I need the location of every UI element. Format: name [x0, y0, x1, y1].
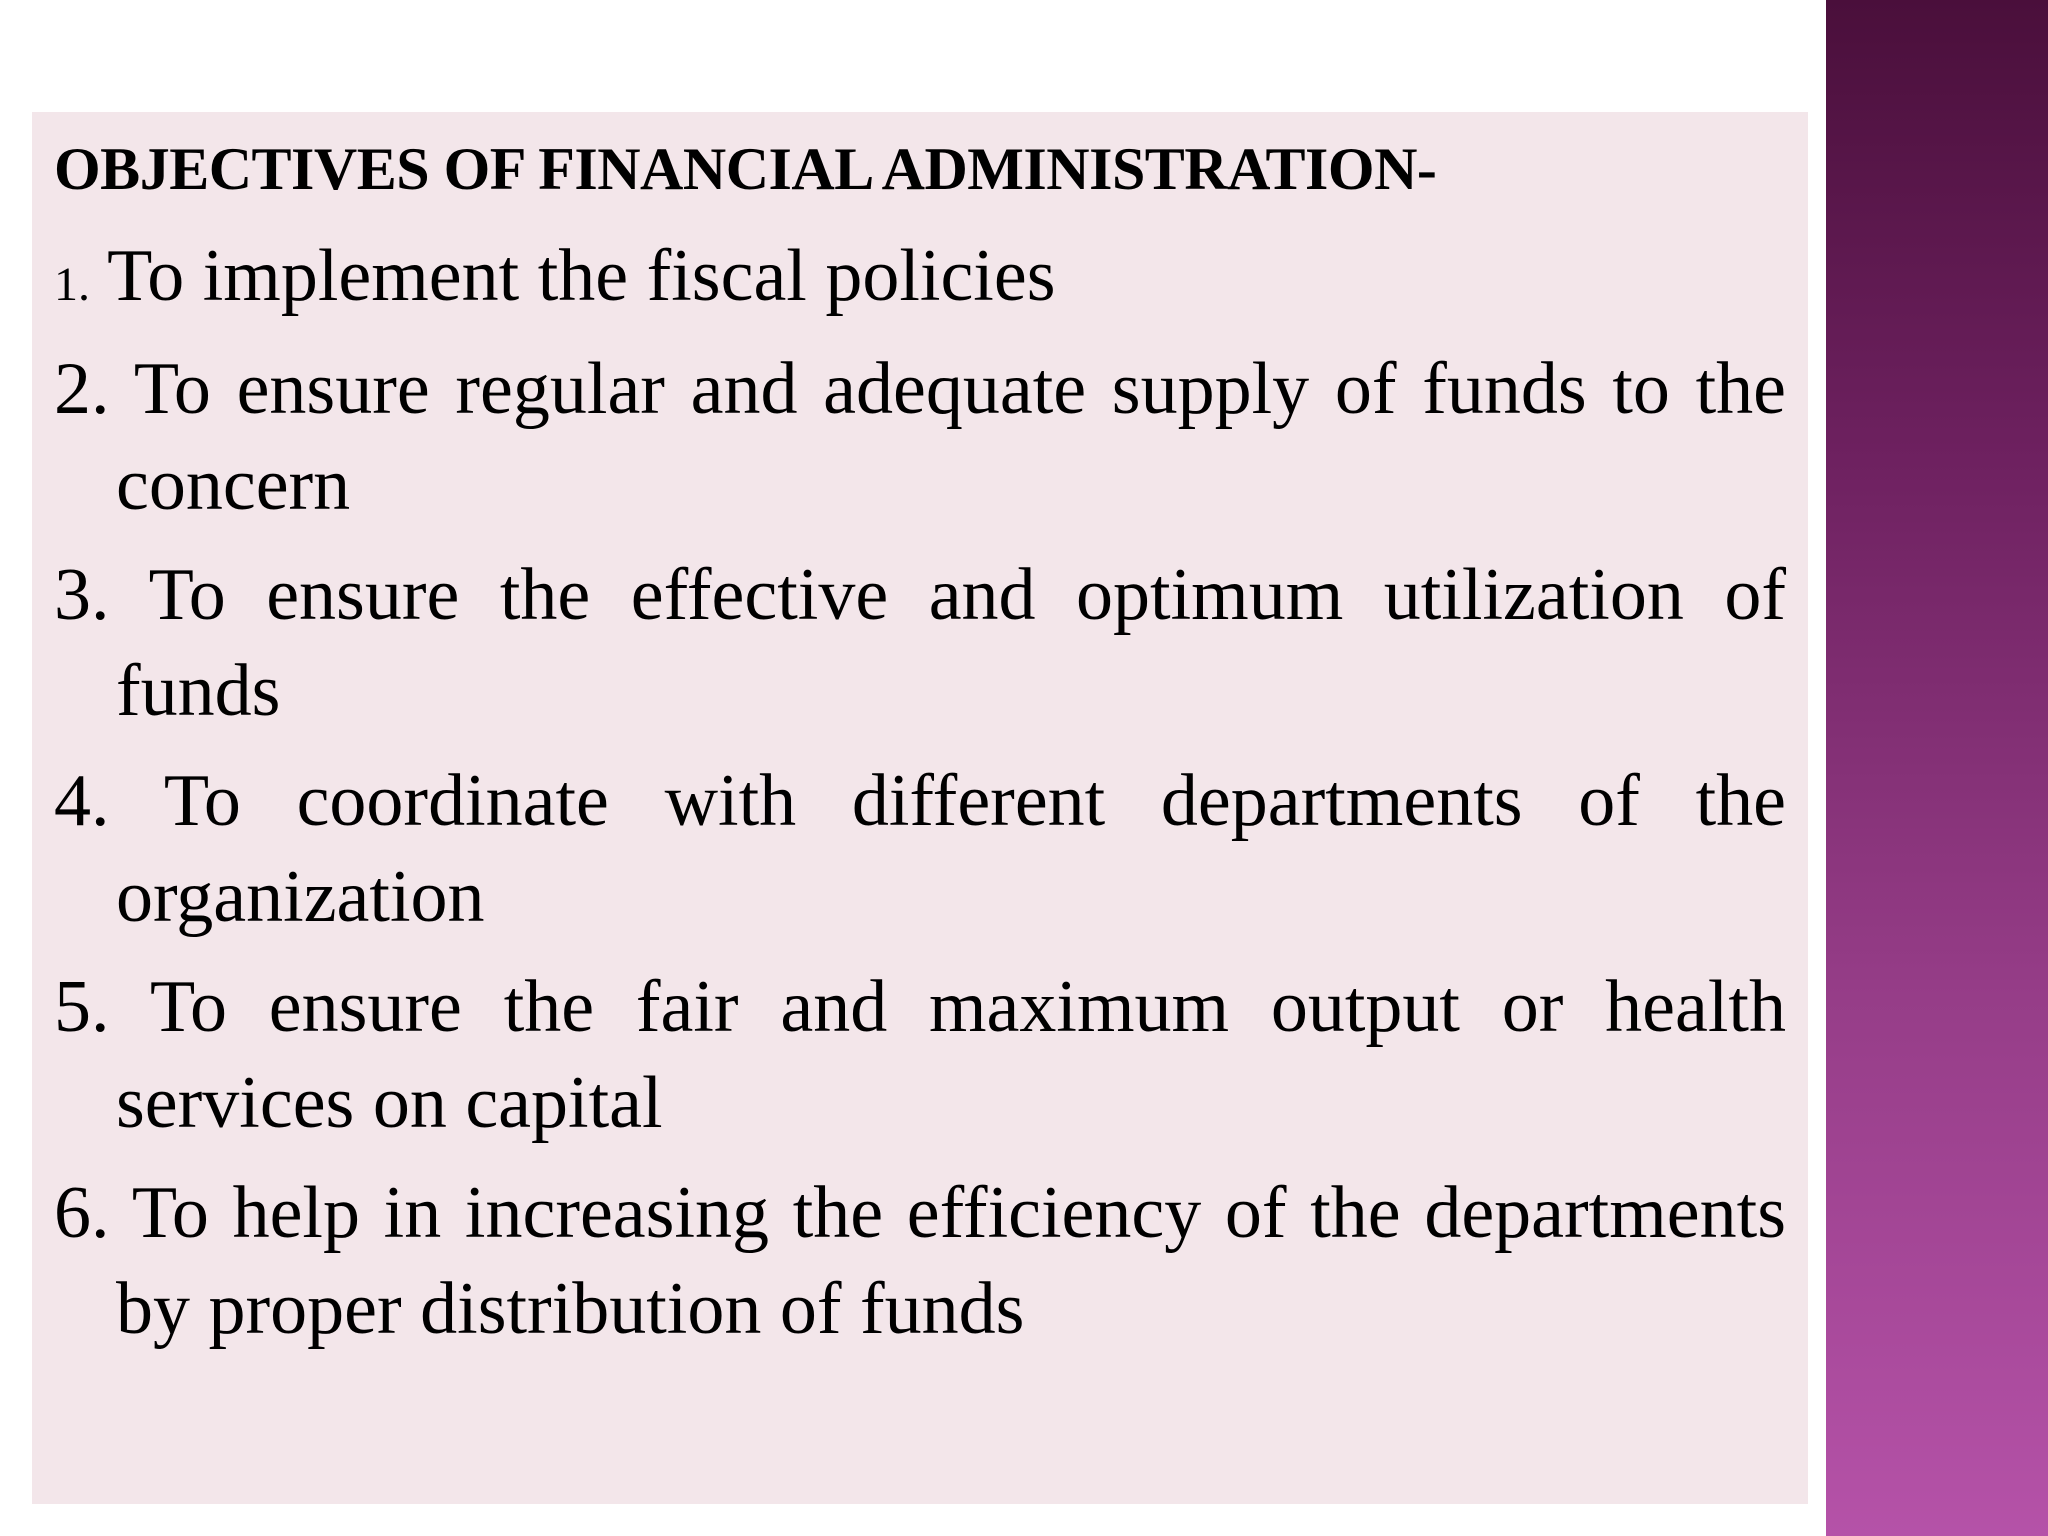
- objective-text: To help in increasing the efficiency of the departments by proper distribution of funds: [116, 1172, 1786, 1350]
- objective-text: To ensure regular and adequate supply of funds to the concern: [116, 348, 1786, 526]
- objectives-list: [54, 228, 1786, 1371]
- objective-item-2: [54, 341, 1786, 533]
- objective-item-6: [54, 1165, 1786, 1357]
- objective-text: To implement the fiscal policies: [107, 235, 1056, 317]
- objective-text: To ensure the effective and optimum utilization of funds: [116, 554, 1786, 732]
- objective-item-3: [54, 547, 1786, 739]
- objective-item-5: [54, 959, 1786, 1151]
- objective-number: 2.: [54, 348, 110, 430]
- objective-number: 4.: [54, 760, 110, 842]
- objective-item-1: [54, 228, 1786, 333]
- objective-number: 1.: [54, 258, 90, 311]
- objective-number: 3.: [54, 554, 110, 636]
- objective-text: To coordinate with different departments of the organization: [116, 760, 1786, 938]
- objective-item-4: [54, 753, 1786, 945]
- decorative-side-band: [1826, 0, 2048, 1536]
- objective-number: 5.: [54, 966, 110, 1048]
- objective-text: To ensure the fair and maximum output or health services on capital: [116, 966, 1786, 1144]
- slide-heading: OBJECTIVES OF FINANCIAL ADMINISTRATION-: [54, 136, 1437, 202]
- objective-number: 6.: [54, 1172, 110, 1254]
